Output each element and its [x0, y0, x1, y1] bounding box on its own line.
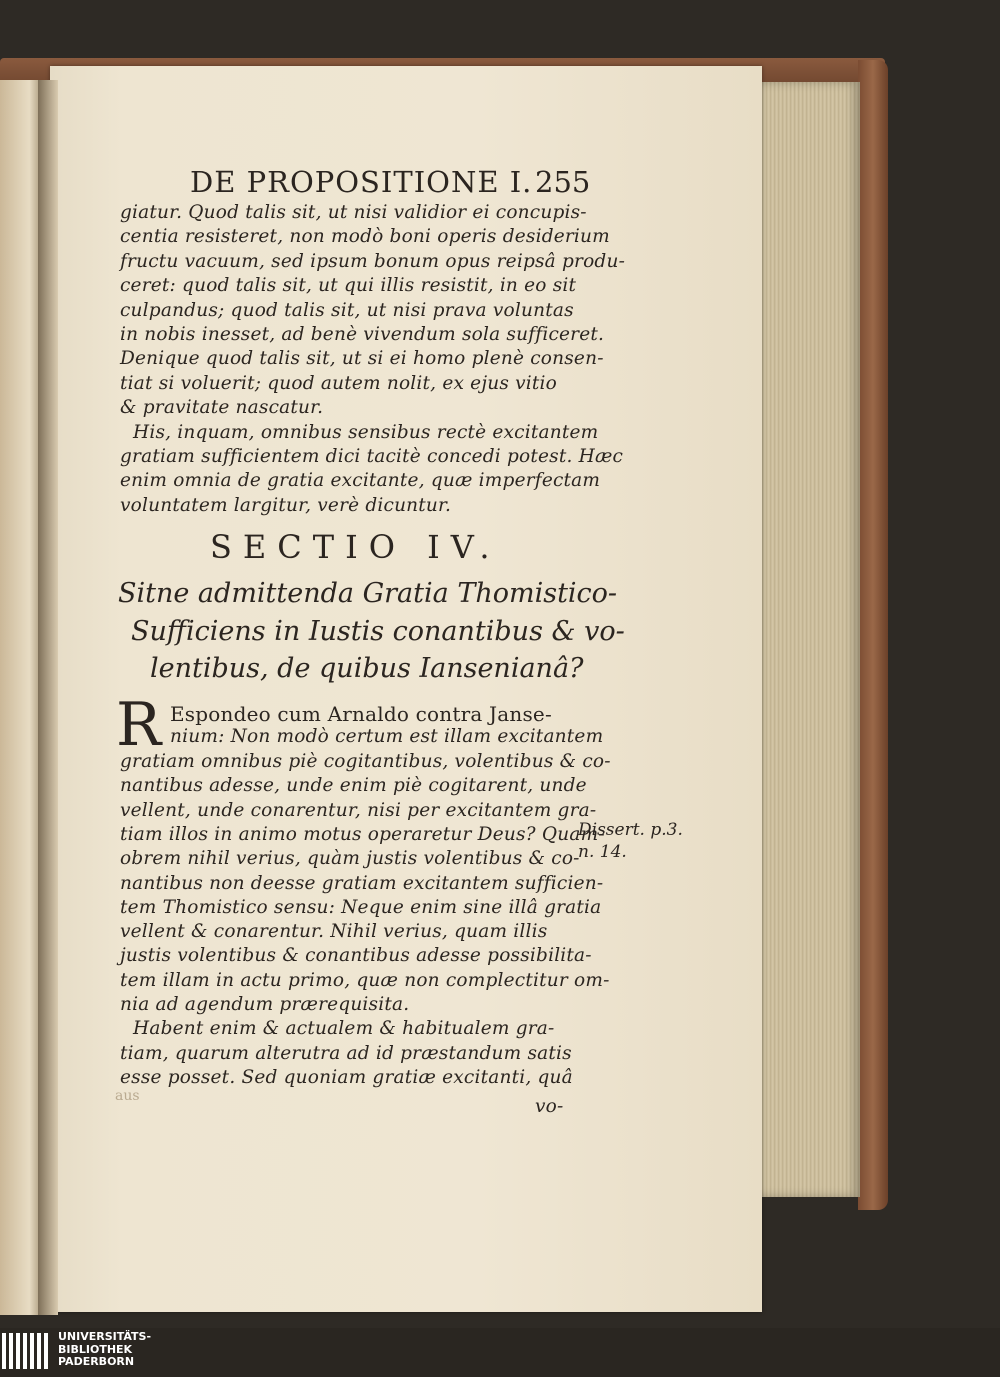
text-line: vellent, unde conarentur, nisi per excitantem gra- — [120, 799, 597, 821]
margin-note: Dissert. p.3. — [578, 820, 683, 840]
left-page-edge — [0, 80, 42, 1315]
book-cover-right — [858, 60, 888, 1210]
text-line: gratiam sufficientem dici tacitè concedi potest. Hæc — [120, 446, 624, 467]
text-line: gratiam omnibus piè cogitantibus, volentibus & co- — [120, 751, 611, 772]
section-heading: SECTIO IV. — [210, 528, 501, 566]
title-line: Sufficiens in Iustis conantibus & vo- — [131, 616, 625, 647]
text-line: tiam illos in animo motus operaretur Deus? Quam- — [120, 823, 605, 845]
text-line: justis volentibus & conantibus adesse possibilita- — [120, 945, 592, 967]
title-line: Sitne admittenda Gratia Thomistico- — [118, 578, 618, 609]
text-line: centia resisteret, non modò boni operis desiderium — [120, 226, 610, 248]
text-line: & pravitate nascatur. — [120, 397, 324, 419]
catchword: vo- — [535, 1096, 564, 1117]
running-head: DE PROPOSITIONE I. — [190, 165, 533, 199]
text-line: giatur. Quod talis sit, ut nisi validior ei concupis- — [120, 202, 587, 223]
drop-cap: R — [116, 690, 162, 760]
text-line: voluntatem largitur, verè dicuntur. — [120, 494, 452, 516]
spine-shadow — [38, 80, 58, 1315]
text-line: Habent enim & actualem & habitualem gra- — [133, 1018, 555, 1040]
title-line: lentibus, de quibus Iansenianâ? — [150, 653, 584, 684]
text-line: nantibus adesse, unde enim piè cogitarent, unde — [120, 775, 587, 797]
text-line: obrem nihil verius, quàm justis volentibus & co- — [120, 848, 580, 870]
margin-note: n. 14. — [578, 842, 627, 862]
text-line: enim omnia de gratia excitante, quæ imperfectam — [120, 470, 601, 492]
text-line: nium: Non modò certum est illam excitantem — [170, 726, 604, 747]
page-number: 255 — [535, 165, 591, 199]
logo-line: UNIVERSITÄTS- — [58, 1330, 152, 1343]
text-line: His, inquam, omnibus sensibus rectè excitantem — [133, 421, 599, 443]
text-line: Denique quod talis sit, ut si ei homo plenè consen- — [120, 348, 604, 370]
text-line: tiam, quarum alterutra ad id præstandum satis — [120, 1042, 572, 1064]
text-line: ceret: quod talis sit, ut qui illis resistit, in eo sit — [120, 275, 577, 297]
text-line: tem illam in actu primo, quæ non complectitur om- — [120, 969, 610, 991]
text-line: tiat si voluerit; quod autem nolit, ex ejus vitio — [120, 372, 558, 394]
text-line: fructu vacuum, sed ipsum bonum opus reipsâ produ- — [120, 250, 626, 272]
logo-line: BIBLIOTHEK — [58, 1342, 133, 1356]
text-line: nantibus non deesse gratiam excitantem sufficien- — [120, 872, 604, 894]
logo-line: PADERBORN — [58, 1355, 135, 1368]
text-line: esse posset. Sed quoniam gratiæ excitanti, quâ — [120, 1066, 573, 1088]
bleed-through-text: aus — [115, 1088, 140, 1104]
text-line: tem Thomistico sensu: Neque enim sine illâ gratia — [120, 896, 602, 918]
text-line: Espondeo cum Arnaldo contra Janse- — [170, 702, 552, 726]
page-edges — [760, 82, 860, 1197]
text-line: vellent & conarentur. Nihil verius, quam illis — [120, 921, 548, 943]
text-line: in nobis inesset, ad benè vivendum sola sufficeret. — [120, 324, 605, 345]
text-line: culpandus; quod talis sit, ut nisi prava voluntas — [120, 299, 574, 321]
library-logo-text — [58, 1331, 151, 1369]
text-line: nia ad agendum prærequisita. — [120, 994, 410, 1015]
library-logo-icon — [0, 1333, 52, 1369]
